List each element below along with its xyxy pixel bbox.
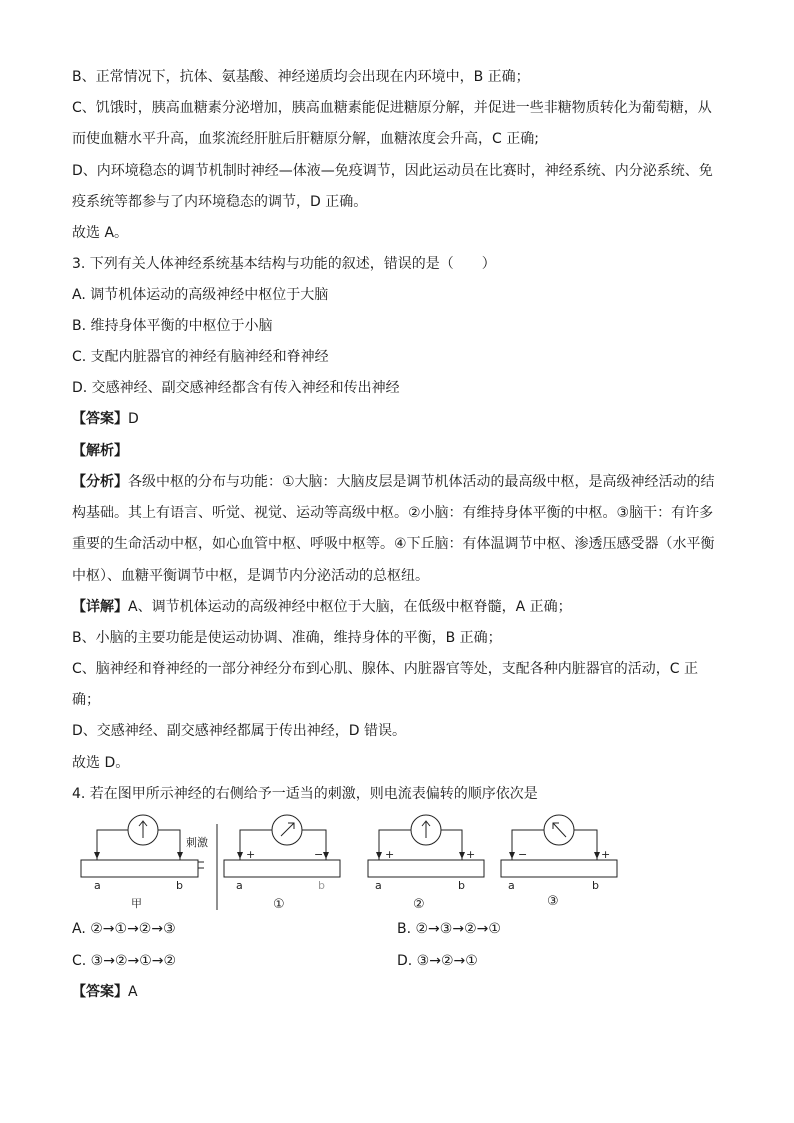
explanation-c-line2: 而使血糖水平升高，血浆流经肝脏后肝糖原分解，血糖浓度会升高，C 正确;: [72, 131, 539, 147]
question-3-option-b: B. 维持身体平衡的中枢位于小脑: [72, 318, 273, 334]
xiangjie-line-d: D、交感神经、副交感神经都属于传出神经，D 错误。: [72, 723, 407, 739]
question-4-option-c: C. ③→②→①→②: [72, 953, 177, 969]
question-3-answer: [72, 409, 139, 429]
fig-3-a: a: [508, 879, 515, 892]
answer-label: 【答案】: [72, 984, 128, 1000]
fig-3-b: b: [592, 879, 599, 892]
answer-value: A: [128, 984, 138, 1000]
fenxi-text-1: 各级中枢的分布与功能：①大脑：大脑皮层是调节机体活动的最高级中枢，是高级神经活动的结: [128, 474, 715, 490]
explanation-d-line2: 疫系统等都参与了内环境稳态的调节，D 正确。: [72, 194, 368, 210]
fenxi-line3: 重要的生命活动中枢，如心血管中枢、呼吸中枢等。④下丘脑：有体温调节中枢、渗透压感受器（水平衡: [72, 536, 715, 552]
question-3-choose: 故选 D。: [72, 755, 130, 771]
fig-3-minus: −: [518, 848, 528, 861]
nerve-galvanometer-figure: [70, 812, 630, 912]
fig-1-minus: −: [314, 848, 324, 861]
question-3-option-d: D. 交感神经、副交感神经都含有传入神经和传出神经: [72, 380, 400, 396]
fig-2-plus-right: +: [466, 848, 476, 861]
fig-1-plus: +: [246, 848, 256, 861]
question-3-option-c: C. 支配内脏器官的神经有脑神经和脊神经: [72, 349, 329, 365]
question-4-answer: [72, 982, 138, 1002]
answer-value: D: [128, 411, 139, 427]
fig-2-a: a: [375, 879, 382, 892]
fig-2-number: ②: [413, 897, 425, 912]
fig-1-a: a: [236, 879, 243, 892]
fig-2-b: b: [458, 879, 465, 892]
answer-label: 【答案】: [72, 411, 128, 427]
fig-3-number: ③: [547, 894, 559, 909]
fig-jia-label: 甲: [131, 897, 142, 910]
question-4-option-b: B. ②→③→②→①: [397, 921, 501, 937]
explanation-c-line1: C、饥饿时，胰高血糖素分泌增加，胰高血糖素能促进糖原分解，并促进一些非糖物质转化为葡萄糖，从: [72, 100, 712, 116]
fig-stimulus: 刺激: [186, 836, 208, 849]
fig-2-plus: +: [385, 848, 395, 861]
fig-1-number: ①: [273, 897, 285, 912]
fig-jia-a: a: [94, 879, 101, 892]
fenxi-line2: 构基础。其上有语言、听觉、视觉、运动等高级中枢。②小脑：有维持身体平衡的中枢。③脑干：有许多: [72, 505, 714, 521]
fenxi-line1: [72, 472, 715, 492]
explanation-choose: 故选 A。: [72, 225, 129, 241]
fig-jia-b: b: [176, 879, 183, 892]
xiangjie-line-a: [72, 597, 572, 617]
question-3-option-a: A. 调节机体运动的高级神经中枢位于大脑: [72, 287, 329, 303]
explanation-b: B、正常情况下，抗体、氨基酸、神经递质均会出现在内环境中，B 正确；: [72, 69, 530, 85]
xiangjie-line-c1: C、脑神经和脊神经的一部分神经分布到心肌、腺体、内脏器官等处，支配各种内脏器官的活动，C 正: [72, 661, 698, 677]
question-4-option-a: A. ②→①→②→③: [72, 921, 176, 937]
xiangjie-line-c2: 确；: [72, 692, 100, 708]
question-3-stem: 3. 下列有关人体神经系统基本结构与功能的叙述，错误的是（ ）: [72, 256, 496, 272]
analysis-label: 【解析】: [72, 443, 128, 459]
question-4-stem: 4. 若在图甲所示神经的右侧给予一适当的刺激，则电流表偏转的顺序依次是: [72, 786, 538, 802]
fenxi-label: 【分析】: [72, 474, 128, 490]
explanation-d-line1: D、内环境稳态的调节机制时神经—体液—免疫调节，因此运动员在比赛时，神经系统、内分泌系统、免: [72, 163, 713, 179]
xiangjie-line-b: B、小脑的主要功能是使运动协调、准确，维持身体的平衡，B 正确；: [72, 630, 502, 646]
xiangjie-text-a: A、调节机体运动的高级神经中枢位于大脑，在低级中枢脊髓，A 正确；: [128, 599, 572, 615]
xiangjie-label: 【详解】: [72, 599, 128, 615]
fig-1-b: b: [318, 879, 325, 892]
fig-3-plus: +: [601, 848, 611, 861]
fenxi-line4: 中枢）、血糖平衡调节中枢，是调节内分泌活动的总枢纽。: [72, 568, 429, 584]
question-4-option-d: D. ③→②→①: [397, 953, 478, 969]
